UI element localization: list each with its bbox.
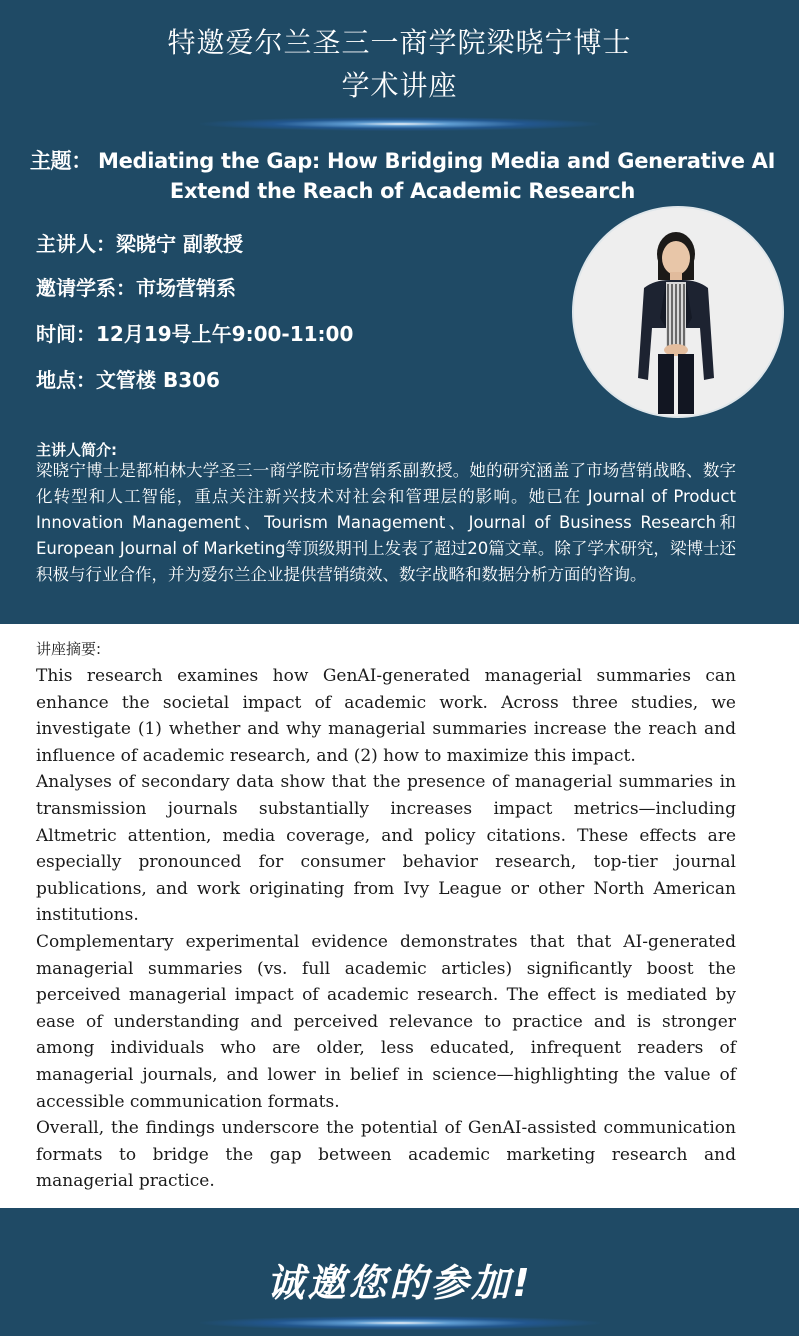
abstract-body bbox=[36, 663, 736, 1195]
speaker-figure-illustration bbox=[574, 208, 782, 416]
lecture-topic bbox=[20, 146, 785, 206]
abstract-paragraph: Complementary experimental evidence demonstrates that that AI-generated managerial summaries (vs. full academic articles) significantly boost the perceived managerial impact of academic research. The effect is mediated by ease of understanding and perceived relevance to practice and is stronger among individuals who are older, less educated, infrequent readers of managerial journals, and lower in belief in science—highlighting the value of accessible communication formats. bbox=[36, 931, 736, 1112]
abstract-paragraph: Overall, the findings underscore the potential of GenAI-assisted communication formats to bridge the gap between academic marketing research and managerial practice. bbox=[36, 1118, 736, 1192]
topic-label: 主题： bbox=[29, 149, 92, 173]
bio-text: 梁晓宁博士是都柏林大学圣三一商学院市场营销系副教授。她的研究涵盖了市场营销战略、数字化转型和人工智能，重点关注新兴技术对社会和管理层的影响。她已在 Journal of Product Innovation Management、Tourism Management、Journal of Business Research和European Journal of Marketing等顶级期刊上发表了超过20篇文章。除了学术研究，梁博士还积极与行业合作，并为爱尔兰企业提供营销绩效、数字战略和数据分析方面的咨询。 bbox=[36, 461, 736, 584]
abstract-paragraph: This research examines how GenAI-generated managerial summaries can enhance the societal impact of academic work. Across three studies, we investigate (1) whether and why managerial summaries increase the reach and influence of academic research, and (2) how to maximize this impact. bbox=[36, 666, 736, 766]
light-glow-top bbox=[200, 117, 600, 131]
department-info: 邀请学系：市场营销系 bbox=[36, 276, 236, 300]
bio-heading: 主讲人简介: bbox=[36, 441, 117, 459]
speaker-photo bbox=[572, 206, 784, 418]
abstract-paragraph: Analyses of secondary data show that the presence of managerial summaries in transmission journals substantially increases impact metrics—including Altmetric attention, media coverage, and policy citations. These effects are especially pronounced for consumer behavior research, top-tier journal publications, and work originating from Ivy League or other North American institutions. bbox=[36, 772, 736, 926]
location-info: 地点：文管楼 B306 bbox=[36, 368, 220, 392]
title-line-2: 学术讲座 bbox=[341, 69, 458, 102]
abstract-heading: 讲座摘要: bbox=[36, 640, 102, 658]
topic-text: Mediating the Gap: How Bridging Media and Generative AI Extend the Reach of Academic Research bbox=[97, 149, 776, 203]
light-glow-bottom bbox=[200, 1316, 600, 1330]
title-line-1: 特邀爱尔兰圣三一商学院梁晓宁博士 bbox=[167, 26, 632, 59]
invitation-text: 诚邀您的参加! bbox=[266, 1261, 533, 1305]
speaker-info: 主讲人：梁晓宁 副教授 bbox=[36, 232, 243, 256]
time-info: 时间：12月19号上午9:00-11:00 bbox=[36, 322, 354, 346]
